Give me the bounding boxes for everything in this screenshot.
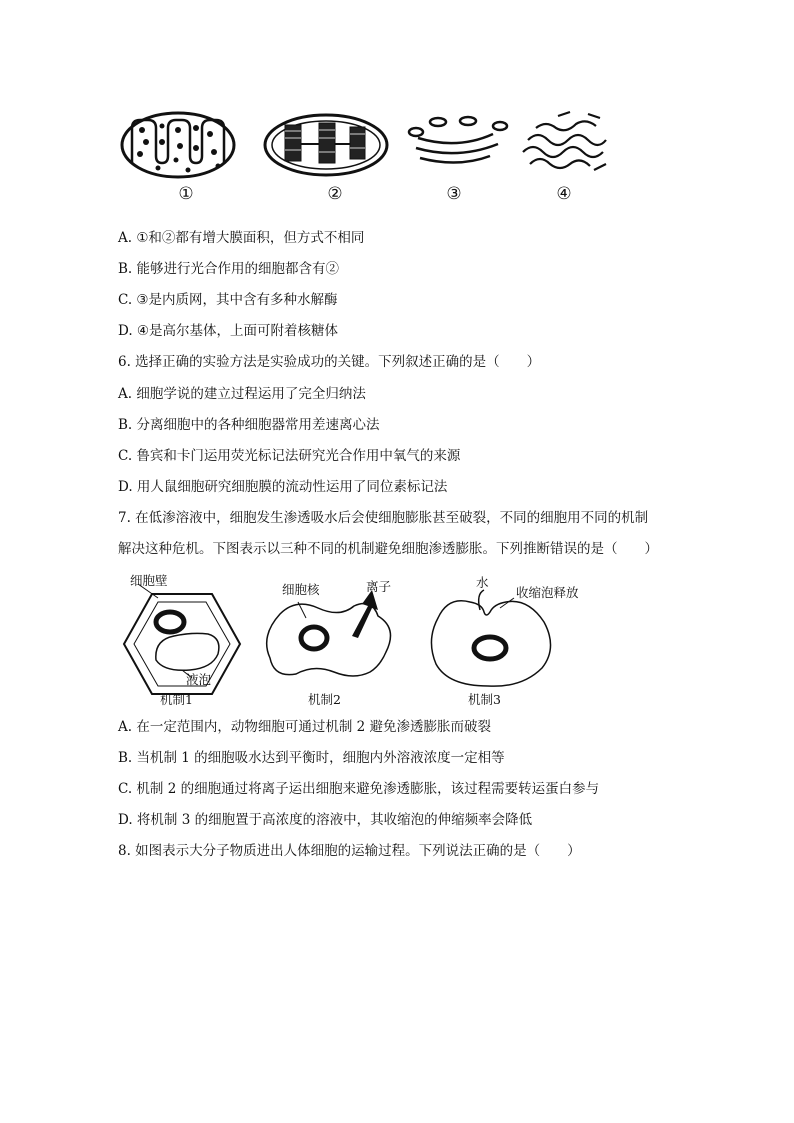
label-water: 水 <box>476 575 489 590</box>
label-vacuole: 液泡 <box>186 672 212 687</box>
chloroplast-drawing <box>265 115 387 175</box>
label-mechanism-2: 机制2 <box>308 692 341 707</box>
organelle-label-2: ② <box>327 184 343 204</box>
organelle-label-3: ③ <box>446 184 462 204</box>
q5-option-c: C. ③是内质网，其中含有多种水解酶 <box>118 292 338 308</box>
label-cell-wall: 细胞壁 <box>130 573 168 588</box>
animal-cell-drawing <box>267 590 391 676</box>
q7-option-d: D. 将机制 3 的细胞置于高浓度的溶液中，其收缩泡的伸缩频率会降低 <box>118 812 533 828</box>
q6-stem: 6. 选择正确的实验方法是实验成功的关键。下列叙述正确的是（ ） <box>118 354 541 370</box>
q5-option-d: D. ④是高尔基体，上面可附着核糖体 <box>118 323 339 339</box>
organelle-label-4: ④ <box>556 184 572 204</box>
organelle-label-1: ① <box>178 184 194 204</box>
q7-stem-line1: 7. 在低渗溶液中，细胞发生渗透吸水后会使细胞膨胀甚至破裂，不同的细胞用不同的机制 <box>118 510 649 526</box>
q7-option-c: C. 机制 2 的细胞通过将离子运出细胞来避免渗透膨胀，该过程需要转运蛋白参与 <box>118 781 600 797</box>
label-mechanism-3: 机制3 <box>468 692 501 707</box>
label-ion: 离子 <box>366 579 392 594</box>
q6-option-a: A. 细胞学说的建立过程运用了完全归纳法 <box>118 386 366 402</box>
q6-option-b: B. 分离细胞中的各种细胞器常用差速离心法 <box>118 417 380 433</box>
er-drawing <box>523 112 606 170</box>
q6-option-c: C. 鲁宾和卡门运用荧光标记法研究光合作用中氧气的来源 <box>118 448 461 464</box>
q6-option-d: D. 用人鼠细胞研究细胞膜的流动性运用了同位素标记法 <box>118 479 448 495</box>
q7-option-b: B. 当机制 1 的细胞吸水达到平衡时，细胞内外溶液浓度一定相等 <box>118 750 505 766</box>
plant-cell-drawing <box>124 584 240 694</box>
q7-option-a: A. 在一定范围内，动物细胞可通过机制 2 避免渗透膨胀而破裂 <box>118 719 492 735</box>
golgi-drawing <box>409 117 507 163</box>
q8-stem: 8. 如图表示大分子物质进出人体细胞的运输过程。下列说法正确的是（ ） <box>118 843 581 859</box>
label-mechanism-1: 机制1 <box>160 692 193 707</box>
label-contractile-release: 收缩泡释放 <box>516 585 579 600</box>
organelle-figure <box>118 108 618 183</box>
label-nucleus: 细胞核 <box>282 582 320 597</box>
q7-stem-line2: 解决这种危机。下图表示以三种不同的机制避免细胞渗透膨胀。下列推断错误的是（ ） <box>118 541 658 557</box>
mitochondrion-drawing <box>122 113 234 177</box>
q5-option-a: A. ①和②都有增大膜面积，但方式不相同 <box>118 230 365 246</box>
protist-cell-drawing <box>431 590 550 686</box>
q5-option-b: B. 能够进行光合作用的细胞都含有② <box>118 261 340 277</box>
